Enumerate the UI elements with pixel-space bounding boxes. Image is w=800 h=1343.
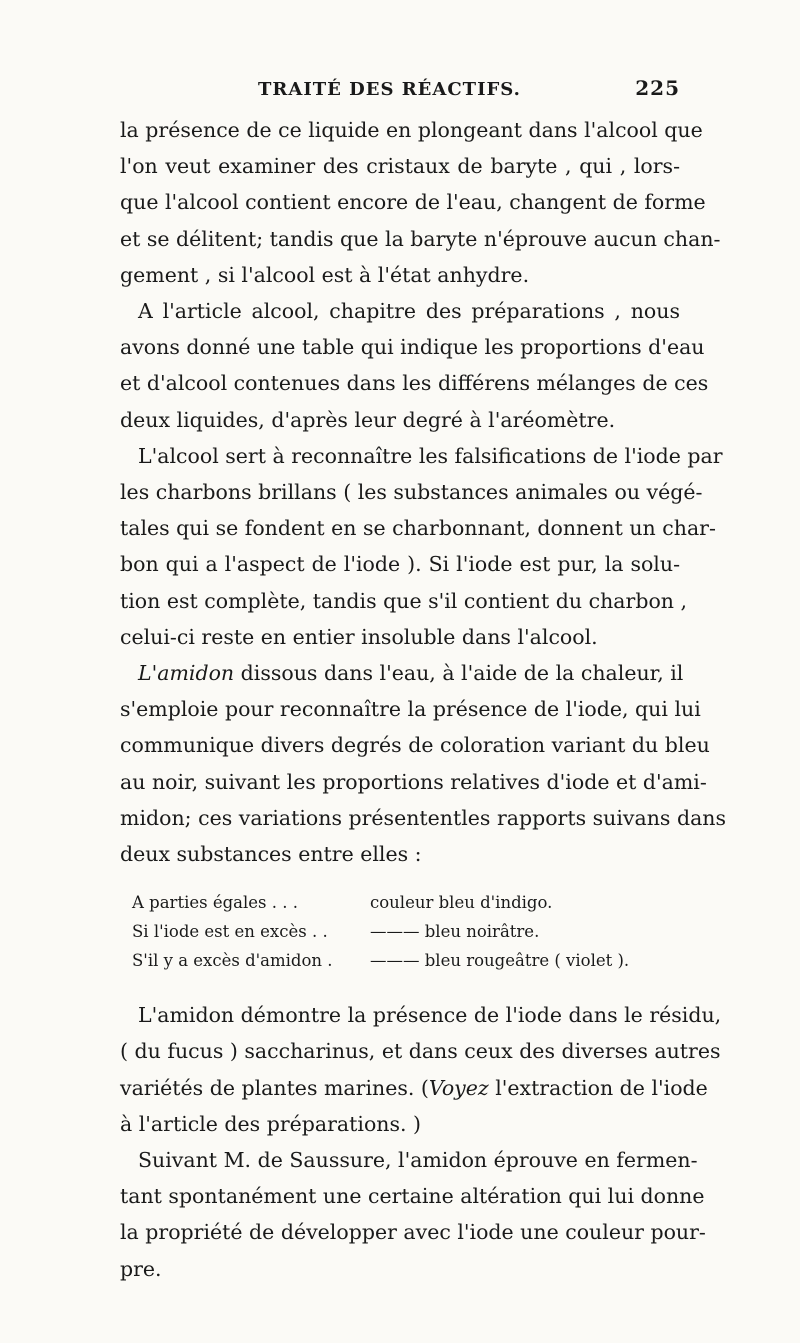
text-line: l'on veut examiner des cristaux de baryte , qui , lors- <box>120 154 680 179</box>
paragraph-1 <box>120 112 721 293</box>
text-line <box>120 655 684 691</box>
text-line: et d'alcool contenues dans les différens mélanges de ces <box>120 371 709 396</box>
text-line: la propriété de développer avec l'iode une couleur pour- <box>120 1220 706 1245</box>
italic-reference: Voyez <box>428 1075 489 1100</box>
text-line: et se délitent; tandis que la baryte n'éprouve aucun chan- <box>120 226 721 251</box>
text-line: Suivant M. de Saussure, l'amidon éprouve en fermen- <box>138 1148 698 1173</box>
italic-term: L'amidon <box>138 661 235 686</box>
text-span: variétés de plantes marines. ( <box>120 1075 429 1100</box>
table-row <box>132 888 680 917</box>
table-cell-result: ——— bleu rougeâtre ( violet ). <box>370 951 630 971</box>
text-line: les charbons brillans ( les substances animales ou végé- <box>120 480 703 505</box>
table-cell-result: couleur bleu d'indigo. <box>370 893 553 913</box>
text-line: à l'article des préparations. ) <box>120 1111 422 1136</box>
text-line: tant spontanément une certaine altération qui lui donne <box>120 1184 705 1209</box>
text-line: pre. <box>120 1256 162 1281</box>
running-title: TRAITÉ DES RÉACTIFS. <box>258 79 521 100</box>
text-line: midon; ces variations présententles rapports suivans dans <box>120 805 727 830</box>
text-line: deux substances entre elles : <box>120 842 422 867</box>
paragraph-6 <box>120 1142 706 1287</box>
table-cell-result: ——— bleu noirâtre. <box>370 922 540 942</box>
table-cell-condition: Si l'iode est en excès . . <box>132 922 328 942</box>
text-line: A l'article alcool, chapitre des préparations , nous <box>138 299 680 324</box>
text-line: deux liquides, d'après leur degré à l'aréomètre. <box>120 407 616 432</box>
table-cell-condition: A parties égales . . . <box>132 893 298 913</box>
text-line: tales qui se fondent en se charbonnant, donnent un char- <box>120 516 716 541</box>
text-line: que l'alcool contient encore de l'eau, changent de forme <box>120 190 706 215</box>
text-line: L'amidon démontre la présence de l'iode dans le résidu, <box>138 1003 722 1028</box>
paragraph-5 <box>120 997 722 1142</box>
text-line: tion est complète, tandis que s'il contient du charbon , <box>120 588 688 613</box>
text-line: ( du fucus ) saccharinus, et dans ceux des diverses autres <box>120 1039 721 1064</box>
table-cell-condition: S'il y a excès d'amidon . <box>132 951 333 971</box>
text-line: s'emploie pour reconnaître la présence de l'iode, qui lui <box>120 697 701 722</box>
text-line <box>120 1070 708 1106</box>
text-line: au noir, suivant les proportions relatives d'iode et d'ami- <box>120 769 707 794</box>
table-row <box>132 917 680 946</box>
text-line: avons donné une table qui indique les proportions d'eau <box>120 335 705 360</box>
text-line: bon qui a l'aspect de l'iode ). Si l'iode est pur, la solu- <box>120 552 680 577</box>
running-header <box>258 76 680 100</box>
paragraph-4 <box>120 655 727 872</box>
text-line: celui-ci reste en entier insoluble dans l'alcool. <box>120 624 598 649</box>
reaction-table <box>132 888 680 975</box>
page-number: 225 <box>635 76 680 100</box>
table-row <box>132 946 680 975</box>
text-line: communique divers degrés de coloration variant du bleu <box>120 733 710 758</box>
text-line: L'alcool sert à reconnaître les falsifications de l'iode par <box>138 443 723 468</box>
text-span: dissous dans l'eau, à l'aide de la chaleur, il <box>234 661 684 686</box>
text-line: gement , si l'alcool est à l'état anhydre. <box>120 262 530 287</box>
text-line: la présence de ce liquide en plongeant dans l'alcool que <box>120 118 703 142</box>
text-span: l'extraction de l'iode <box>488 1075 708 1100</box>
paragraph-3 <box>120 438 723 655</box>
page-body <box>120 112 727 1287</box>
paragraph-2 <box>120 293 709 438</box>
